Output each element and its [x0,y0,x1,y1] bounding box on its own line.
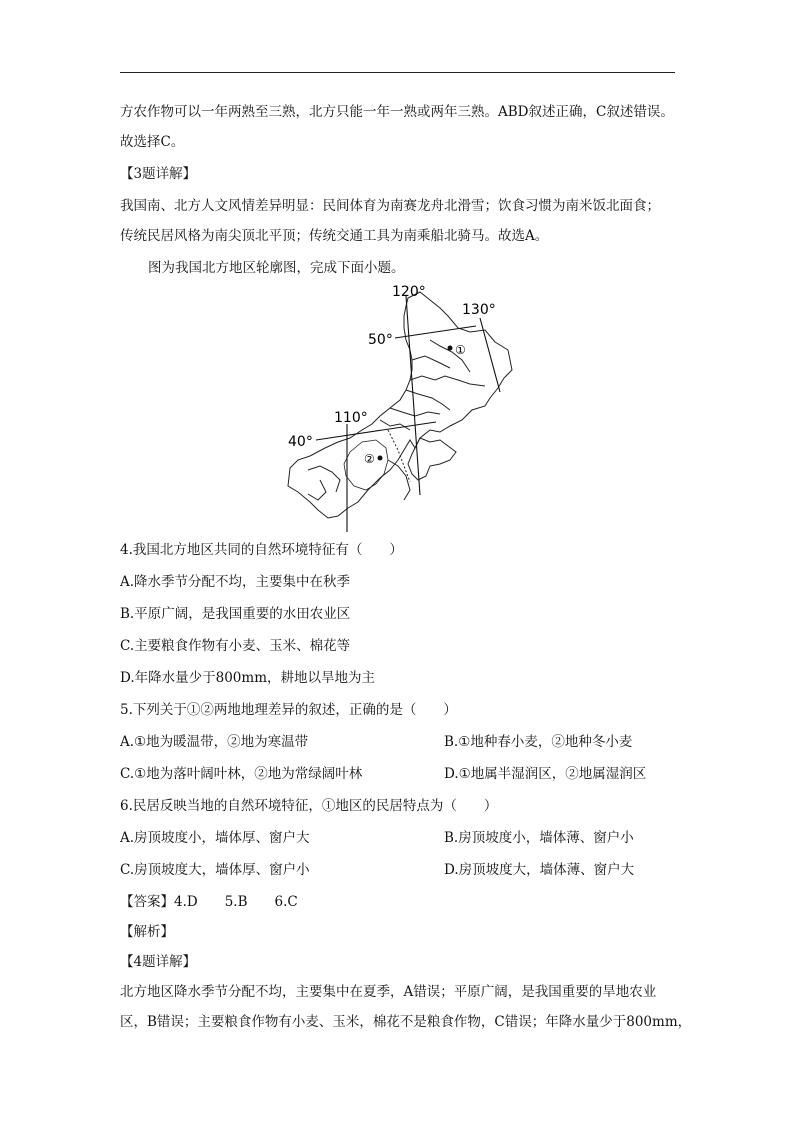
q6-option-a: A.房顶坡度小，墙体厚、窗户大 [120,830,310,846]
label-lon130: 130° [462,302,496,318]
meridian-130 [480,318,500,392]
label-lat50: 50° [368,332,393,348]
text-line: 北方地区降水季节分配不均，主要集中在夏季，A错误；平原广阔，是我国重要的旱地农业 [120,984,657,1000]
q6-option-d: D.房顶坡度大，墙体薄、窗户大 [444,862,635,878]
text-line: 传统民居风格为南尖顶北平顶；传统交通工具为南乘船北骑马。故选A。 [120,228,549,244]
analysis-heading: 【解析】 [120,924,174,940]
site-1-marker [448,346,453,351]
q4-option-d: D.年降水量少于800mm，耕地以旱地为主 [120,670,376,686]
map-province-boundary [410,376,485,386]
q6-option-c: C.房顶坡度大，墙体厚、窗户小 [120,862,310,878]
q5-option-c: C.①地为落叶阔叶林，②地为常绿阔叶林 [120,766,363,782]
map-province-boundary [388,460,410,500]
text-line: 我国南、北方人文风情差异明显：民间体育为南赛龙舟北滑雪；饮食习惯为南米饭北面食； [120,198,660,214]
q3-heading: 【3题详解】 [120,166,197,182]
parallel-50 [395,326,476,338]
q4-option-b: B.平原广阔，是我国重要的水田农业区 [120,606,351,622]
label-lat40: 40° [288,434,313,450]
map-outline-shandong [408,438,456,480]
text-line: 方农作物可以一年两熟至三熟，北方只能一年一熟或两年三熟。ABD叙述正确，C叙述错误。 [120,104,674,120]
label-lon110: 110° [334,410,368,426]
label-site2: ② [364,452,375,466]
site-2-marker [378,456,383,461]
map-province-boundary [412,356,450,368]
label-site1: ① [455,343,466,357]
q4-stem: 4.我国北方地区共同的自然环境特征有（ ） [120,542,403,558]
q6-stem: 6.民居反映当地的自然环境特征，①地区的民居特点为（ ） [120,798,498,814]
label-lon120: 120° [392,284,426,300]
text-line: 区，B错误；主要粮食作物有小麦、玉米，棉花不是粮食作物，C错误；年降水量少于800mm， [120,1014,692,1030]
q5-option-b: B.①地种春小麦，②地种冬小麦 [444,734,633,750]
q4-heading: 【4题详解】 [120,954,197,970]
q4-option-c: C.主要粮食作物有小麦、玉米、棉花等 [120,638,351,654]
q4-option-a: A.降水季节分配不均，主要集中在秋季 [120,574,351,590]
q5-stem: 5.下列关于①②两地地理差异的叙述，正确的是（ ） [120,702,457,718]
text-line: 故选择C。 [120,134,185,150]
q6-option-b: B.房顶坡度小，墙体薄、窗户小 [444,830,634,846]
answer-line: 【答案】4.D 5.B 6.C [120,894,298,910]
northern-china-outline-map [280,280,520,535]
q5-option-a: A.①地为暖温带，②地为寒温带 [120,734,309,750]
q5-option-d: D.①地属半湿润区，②地属湿润区 [444,766,647,782]
intro-text: 图为我国北方地区轮廓图，完成下面小题。 [148,260,405,276]
map-province-boundary [390,408,440,416]
map-railway [388,430,410,482]
map-province-boundary [308,480,326,500]
header-rule [120,72,675,73]
